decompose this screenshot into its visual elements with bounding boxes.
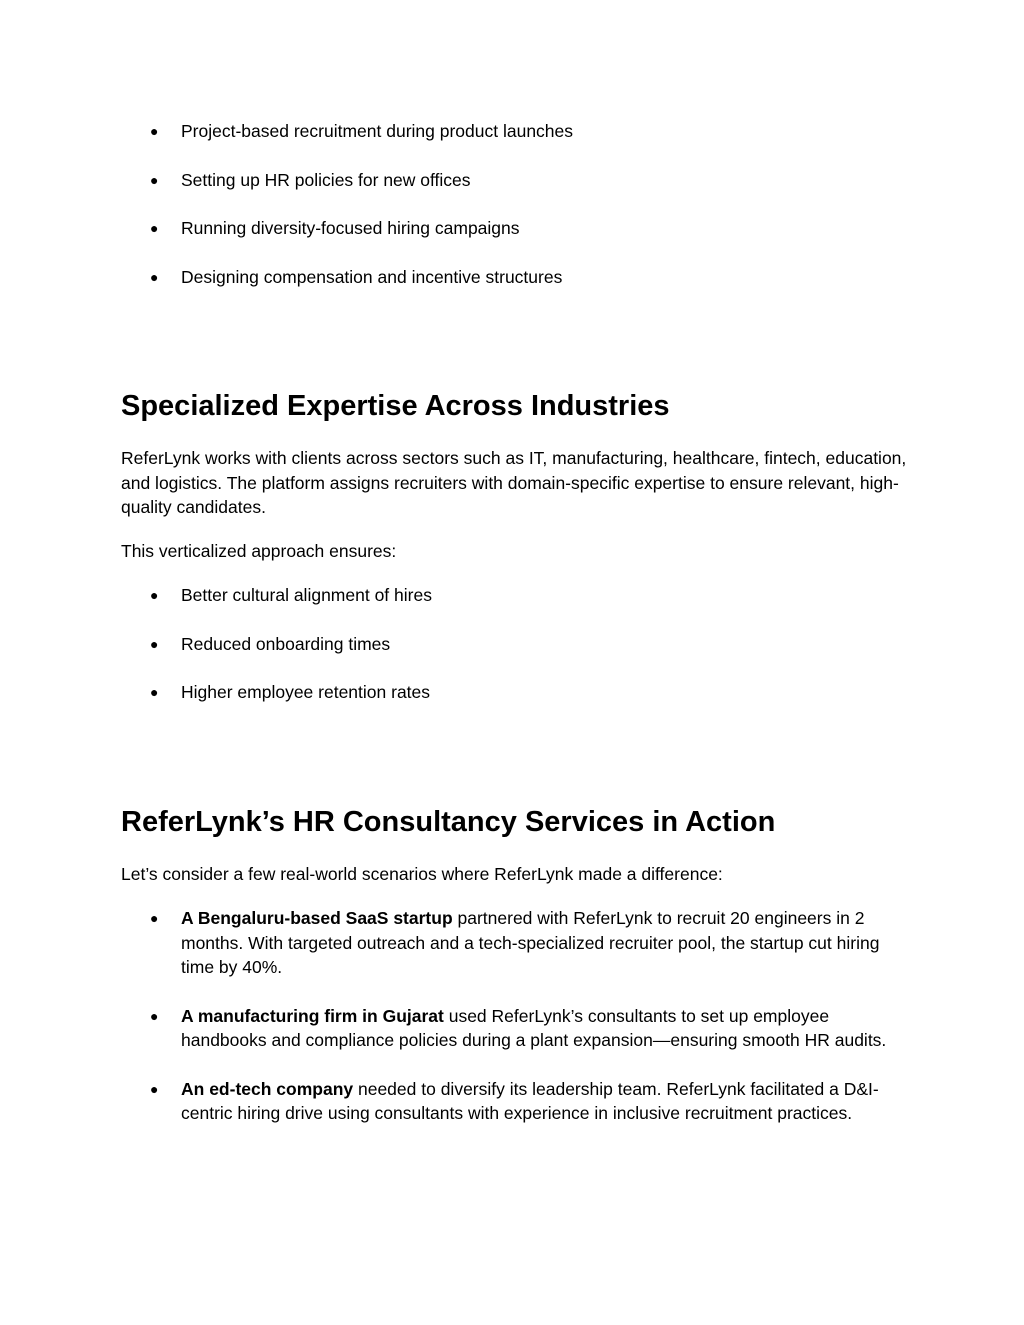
list-item-text: Reduced onboarding times (181, 633, 391, 654)
section-heading-action: ReferLynk’s HR Consultancy Services in Action (121, 806, 776, 838)
bullet-icon: ● (150, 1007, 159, 1024)
list-item (121, 265, 911, 290)
bullet-icon: ● (150, 635, 159, 652)
expertise-intro: This verticalized approach ensures: (121, 541, 397, 561)
case-text: used ReferLynk’s consultants to set up employee handbooks and compliance policies during a plant expansion—ensuring smooth HR audits. (181, 1005, 887, 1050)
bullet-icon: ● (150, 123, 159, 139)
case-list-item (121, 1004, 911, 1053)
action-cases-list-block (121, 906, 911, 1150)
action-cases-list (121, 906, 911, 1126)
list-item (121, 168, 911, 193)
bullet-icon: ● (150, 268, 159, 285)
bullet-icon: ● (150, 171, 159, 188)
action-intro: Let’s consider a few real-world scenarios where ReferLynk made a difference: (121, 864, 723, 884)
case-list-item (121, 1077, 911, 1126)
section-heading-expertise: Specialized Expertise Across Industries (121, 390, 670, 422)
list-item-text: Setting up HR policies for new offices (181, 169, 471, 190)
bullet-icon: ● (150, 220, 159, 236)
bullet-icon: ● (150, 1080, 159, 1097)
top-bullet-list (121, 119, 911, 289)
expertise-bullet-list (121, 583, 911, 705)
case-text: needed to diversify its leadership team. ReferLynk facilitated a D&I-centric hiring drive using consultants with experience in inclusive recruitment practices. (181, 1078, 879, 1123)
list-item-text: Better cultural alignment of hires (181, 585, 432, 605)
case-text: partnered with ReferLynk to recruit 20 engineers in 2 months. With targeted outreach and a tech-specialized recruiter pool, the startup cut hiring time by 40%. (181, 908, 880, 977)
bullet-icon: ● (150, 910, 159, 926)
list-item-text: Running diversity-focused hiring campaigns (181, 218, 520, 238)
top-bullet-list-block (121, 119, 911, 313)
case-title: A manufacturing firm in Gujarat (181, 1005, 444, 1026)
list-item (121, 119, 911, 144)
list-item (121, 632, 911, 657)
expertise-paragraph: ReferLynk works with clients across sectors such as IT, manufacturing, healthcare, fintech, education, and logistics. The platform assigns recruiters with domain-specific expertise to ensure relevant, high-quality candidates. (121, 448, 907, 517)
case-list-item (121, 906, 911, 980)
bullet-icon: ● (150, 587, 159, 603)
list-item (121, 583, 911, 608)
list-item-text: Project-based recruitment during product launches (181, 121, 574, 141)
expertise-bullet-list-block (121, 583, 911, 729)
bullet-icon: ● (150, 684, 159, 700)
case-title: A Bengaluru-based SaaS startup (181, 908, 453, 928)
list-item-text: Designing compensation and incentive structures (181, 266, 563, 287)
list-item-text: Higher employee retention rates (181, 682, 431, 702)
case-title: An ed-tech company (181, 1078, 354, 1099)
list-item (121, 216, 911, 241)
list-item (121, 680, 911, 705)
